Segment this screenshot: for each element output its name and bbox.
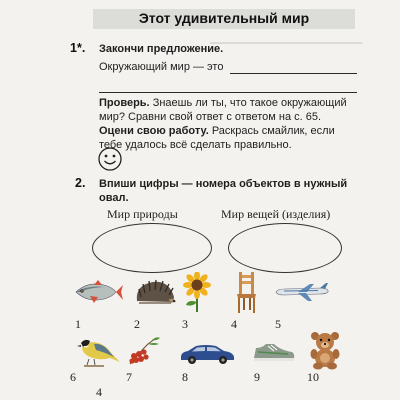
check-text [99,96,361,110]
page-title: Этот удивительный мир [138,10,310,26]
right-oval-label: Мир вещей (изделия) [221,207,331,221]
car-icon [178,343,236,365]
things-oval[interactable] [228,223,342,273]
object-number-10: 10 [307,370,319,384]
sneakers-icon [252,338,296,364]
chair-icon [234,270,258,314]
assess-lead: Оцени свою работу. [99,125,209,137]
task1-instruction: Закончи предложение. [99,43,224,55]
assess-line2: тебе удалось всё сделать правильно. [99,139,292,151]
assess-text [99,124,361,138]
bird-icon [74,332,122,368]
object-number-2: 2 [134,317,140,331]
page-number: 4 [96,385,102,399]
smiley-icon[interactable] [97,146,123,172]
sunflower-icon [182,272,212,312]
airplane-icon [274,283,330,303]
task1-number: 1*. [70,41,86,55]
task2-number: 2. [75,176,86,190]
object-number-5: 5 [275,317,281,331]
check-line1: Знаешь ли ты, что такое окружающий [152,97,347,109]
object-number-8: 8 [182,370,188,384]
rowan-berries-icon [126,334,162,366]
answer-line-1 [230,73,357,74]
assess-line1: Раскрась смайлик, если [211,125,335,137]
answer-line-2 [99,92,357,93]
object-number-3: 3 [182,317,188,331]
object-number-9: 9 [254,370,260,384]
object-number-6: 6 [70,370,76,384]
object-number-4: 4 [231,317,237,331]
left-oval-label: Мир природы [107,207,178,221]
task1-sentence: Окружающий мир — это [99,61,224,73]
hedgehog-icon [133,277,177,305]
object-number-1: 1 [75,317,81,331]
reverse-side-bleed: ▔▔▔▔▔▔▔▔▔▔▔▔▔▔▔▔▔▔▔▔▔▔ [210,43,363,53]
task2-instruction-line2: овал. [99,192,129,204]
teddy-bear-icon [308,330,342,370]
check-line2: мир? Сравни свой ответ с ответом на с. 65. [99,111,322,123]
nature-oval[interactable] [92,223,212,273]
task2-instruction-line1: Впиши цифры — номера объектов в нужный [99,178,348,190]
fish-icon [72,276,124,308]
check-lead: Проверь. [99,97,150,109]
object-number-7: 7 [126,370,132,384]
